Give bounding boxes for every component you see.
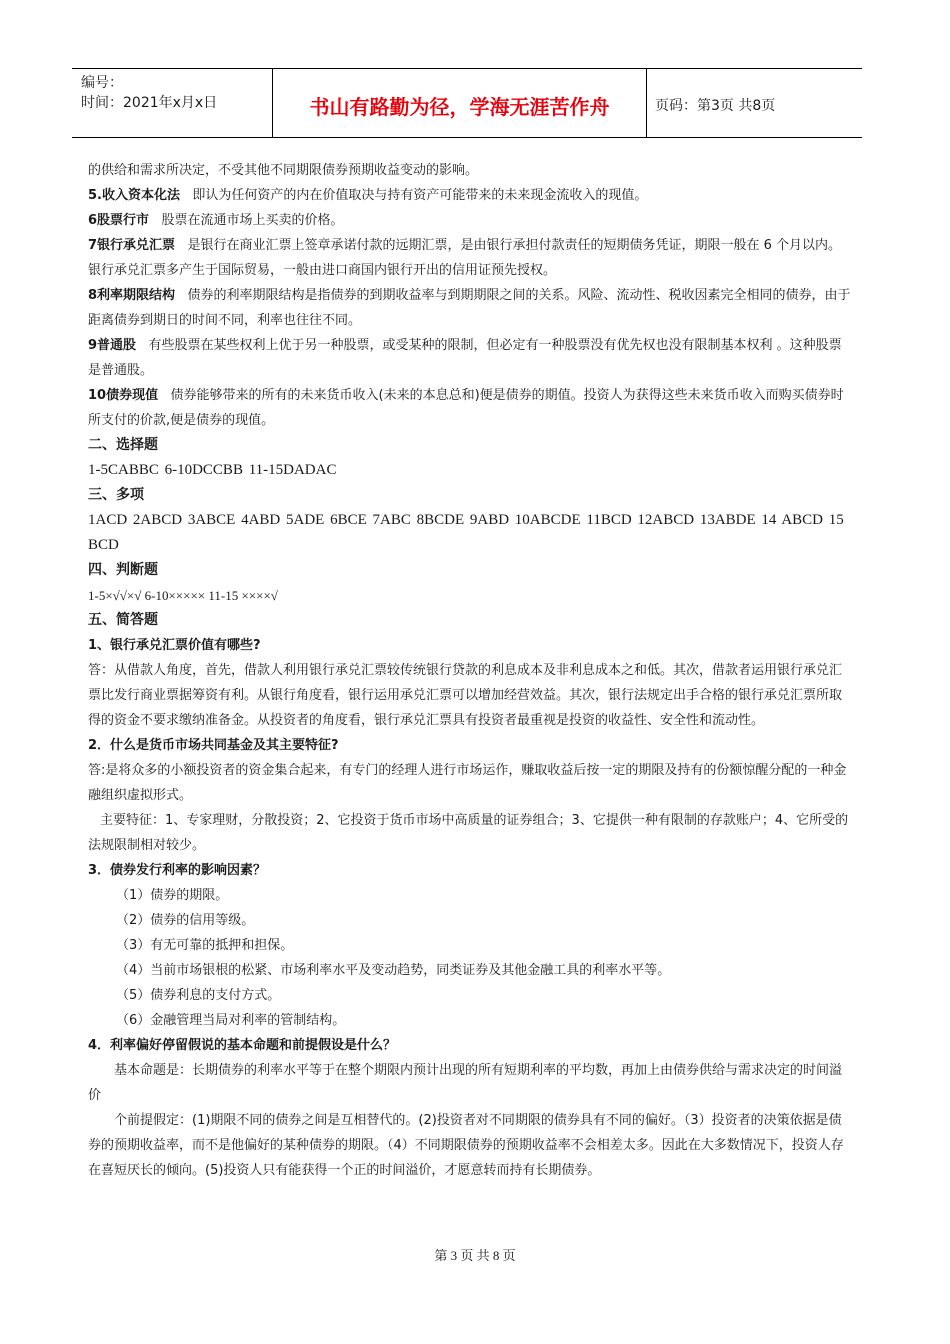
- term-title: 9普通股: [88, 338, 137, 353]
- list-item: （4）当前市场银根的松紧、市场利率水平及变动趋势，同类证券及其他金融工具的利率水平等。: [116, 963, 671, 978]
- question-title: 4．利率偏好停留假说的基本命题和前提假设是什么？: [88, 1038, 397, 1053]
- section-heading: 二、选择题: [88, 437, 158, 453]
- term-item: 8利率期限结构 债券的利率期限结构是指债券的到期收益率与到期期限之间的关系。风险、流动性、税收因素完全相同的债券，由于距离债券到期日的时间不同，利率也往往不同。: [88, 288, 851, 328]
- answer-paragraph: 答:是将众多的小额投资者的资金集合起来，有专门的经理人进行市场运作，赚取收益后按一定的期限及持有的份额惊醒分配的一种金融组织虚拟形式。: [88, 763, 847, 803]
- answer-paragraph: 个前提假定：(1)期限不同的债券之间是互相替代的。(2)投资者对不同期限的债券具有不同的偏好。（3）投资者的决策依据是债券的预期收益率，而不是他偏好的某种债券的期限。（4）不同期限债券的预期收益率不会相差太多。因此在大多数情况下，投资人存在喜短厌长的倾向。(5)投资人只有能获得一个正的时间溢价，才愿意转而持有长期债券。: [88, 1113, 844, 1178]
- answer-paragraph: 主要特征：1、专家理财，分散投资；2、它投资于货币市场中高质量的证券组合；3、它提供一种有限制的存款账户；4、它所受的法规限制相对较少。: [88, 813, 849, 853]
- question-title: 2．什么是货币市场共同基金及其主要特征?: [88, 738, 339, 753]
- list-item: （6）金融管理当局对利率的管制结构。: [116, 1013, 346, 1028]
- number-label: 编号：: [81, 75, 123, 91]
- question-title: 1、银行承兑汇票价值有哪些?: [88, 638, 261, 653]
- header-left: [72, 69, 273, 137]
- document-body: [88, 158, 853, 1183]
- term-item: 6股票行市 股票在流通市场上买卖的价格。: [88, 213, 344, 228]
- answer-paragraph: 基本命题是：长期债券的利率水平等于在整个期限内预计出现的所有短期利率的平均数，再加上由债券供给与需求决定的时间溢价: [88, 1063, 843, 1103]
- list-item: （2）债券的信用等级。: [116, 913, 255, 928]
- term-item: 5.收入资本化法 即认为任何资产的内在价值取决与持有资产可能带来的未来现金流收入的现值。: [88, 188, 648, 203]
- answer-line: 1ACD 2ABCD 3ABCE 4ABD 5ADE 6BCE 7ABC 8BCDE 9ABD 10ABCDE 11BCD 12ABCD 13ABDE 14 ABCD 15 BCD: [88, 512, 844, 553]
- header-page-label: 页码：第3页 共8页: [655, 98, 776, 114]
- term-item: 9普通股 有些股票在某些权利上优于另一种股票，或受某种的限制，但必定有一种股票没有优先权也没有限制基本权利 。这种股票是普通股。: [88, 338, 842, 378]
- section-heading: 三、多项: [88, 487, 144, 503]
- section-heading: 五、简答题: [88, 612, 158, 628]
- answer-line: 1-5×√√×√ 6-10××××× 11-15 ××××√: [88, 588, 278, 603]
- answer-paragraph: 答：从借款人角度，首先，借款人利用银行承兑汇票较传统银行贷款的利息成本及非利息成本之和低。其次，借款者运用银行承兑汇票比发行商业票据筹资有利。从银行角度看，银行运用承兑汇票可以增加经营效益。其次，银行法规定出手合格的银行承兑汇票所取得的资金不要求缴纳准备金。从投资者的角度看，银行承兑汇票具有投资者最重视是投资的收益性、安全性和流动性。: [88, 663, 843, 728]
- question-title: 3．债券发行利率的影响因素？: [88, 863, 267, 878]
- term-title: 6股票行市: [88, 213, 150, 228]
- term-continuation: 的供给和需求所决定，不受其他不同期限债券预期收益变动的影响。: [88, 163, 479, 178]
- term-title: 10债券现值: [88, 388, 159, 403]
- term-item: 7银行承兑汇票 是银行在商业汇票上签章承诺付款的远期汇票，是由银行承担付款责任的短期债务凭证，期限一般在 6 个月以内。银行承兑汇票多产生于国际贸易，一般由进口商国内银行开出的信用证预先授权。: [88, 238, 841, 278]
- time-label: 时间：2021年x月x日: [81, 95, 218, 111]
- term-title: 5.收入资本化法: [88, 188, 180, 203]
- page-header: [72, 68, 862, 138]
- header-motto: 书山有路勤为径，学海无涯苦作舟: [273, 69, 647, 137]
- answer-line: 1-5CABBC 6-10DCCBB 11-15DADAC: [88, 462, 337, 478]
- page-footer: 第 3 页 共 8 页: [434, 1248, 516, 1263]
- list-item: （1）债券的期限。: [116, 888, 229, 903]
- term-title: 8利率期限结构: [88, 288, 176, 303]
- list-item: （3）有无可靠的抵押和担保。: [116, 938, 294, 953]
- term-item: 10债券现值 债券能够带来的所有的未来货币收入(未来的本息总和)便是债券的期值。投资人为获得这些未来货币收入而购买债券时所支付的价款,便是债券的现值。: [88, 388, 844, 428]
- term-title: 7银行承兑汇票: [88, 238, 176, 253]
- section-heading: 四、判断题: [88, 562, 158, 578]
- list-item: （5）债券利息的支付方式。: [116, 988, 281, 1003]
